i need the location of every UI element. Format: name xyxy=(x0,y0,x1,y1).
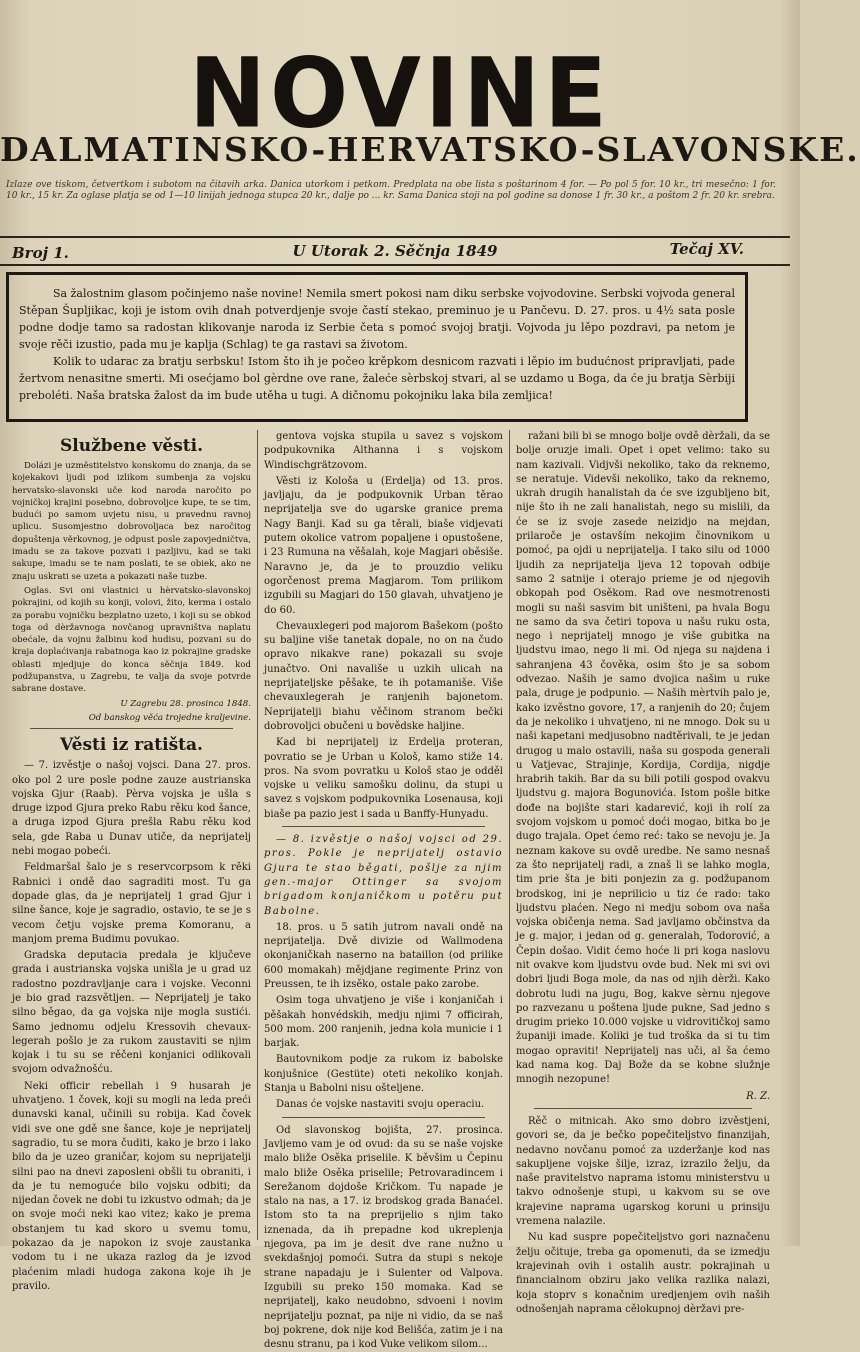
article-paragraph: Danas će vojske nastaviti svoju operaciu. xyxy=(276,1099,485,1111)
masthead-subtitle: DALMATINSKO-HERVATSKO-SLAVONSKE. xyxy=(0,130,860,169)
section-heading-official: Službene věsti. xyxy=(59,436,204,456)
column-2 xyxy=(258,430,510,1351)
obituary-notice xyxy=(6,272,748,422)
section-divider xyxy=(282,826,485,827)
article-paragraph: Chevauxlegeri pod majorom Bašekom (pošto su baljine više tanetak dopale, no on na čudo opravo nikakve rane) pokazali su svoje junačtvo. Oni navališe u uzkih ulicah na neprijateljske pěšake, te ih potamaniše. Više chevauxlegerah je ranjenih bajonetom. Neprijatelji biahu věčinom stranom bečki dobrovoljci obučeni u bovědske haljine. xyxy=(264,620,503,732)
article-paragraph: Kad bi neprijatelj iz Erdelja proteran, povratio se je Urban u Kološ, kamo stiže 14. pros. Na svom povratku u Kološ stao je odděl vojske u veliku samošku dolinu, da stupi u savez s vojskom podpukovnika Losenausa, koji biaše pa pazio jest i sada u Banffy-Hunyadu. xyxy=(264,737,503,820)
header-rule-top xyxy=(0,236,790,238)
section-divider xyxy=(30,728,233,729)
article-paragraph: gentova vojska stupila u savez s vojskom podpukovnika Althanna i s vojskom Windischgrätzovom. xyxy=(264,431,503,471)
article-columns xyxy=(6,430,776,1351)
column-3 xyxy=(510,430,776,1315)
notice-paragraph: Kolik to udarac za bratju serbsku! Istom što ih je počeo krěpkom desnicom razvati i lěpio im budućnost pripravljati, pade žertvom nenasitne smerti. Mi osećjamo bol gèrdne ove rane, žaleće sèrbskoj stvari, al se uzdamo u Boga, da će ju bratja Sèrbiji preboléti. Naša bratska žalost da im bude utěha u tugi. A dičnomu pokojniku laka bila zemljica! xyxy=(19,355,735,402)
subscription-info: Izlaze ove tiskom, četvertkom i subotom na čitavih arka. Danica utorkom i petkom. Predplata na obe lista s poštarinom 4 for. — Po pol 5 for. 10 kr., tri mesečno: 1 for. 10 kr., 15 kr. Za oglase platja se od 1—10 linijah jednoga stupca 20 kr., dalje po ... kr. Sama Danica stoji na pol godine sa donose 1 fr. 30 kr., a poštom 2 fr. 20 kr. srebra. xyxy=(6,180,776,201)
article-paragraph: Od slavonskog bojišta, 27. prosinca. Javljemo vam je od ovud: da su se naše vojske malo bliže Osěka priselile. K běvšim u Čepinu malo bliže Osěka priselile; Petrovaradincem i Serežanom dojdoše Kričkom. Tu napade je stalo na nas, a 17. iz brodskog grada Banaćel. Istom sto ta na preprijelio s njim tako iznenada, da ih prepadne kod ukreplenja njegova, pa im je desit dve rane nužno u svekdašnjoj pomoći. Sutra da stupi s nekoje strane napadaju je i Sulenter od Valpova. Izgubili su preko 150 momaka. Kad se neprijatelj, kako neudobno, sdvoeni i novim neprijatelju poznat, pa nije ni vidio, da se naš boj pokrene, dok nije kod Belišća, zatim je i na desnu stranu, pa i kod Vuke velikom silom... xyxy=(264,1124,503,1351)
article-paragraph: Gradska deputacia predala je ključeve grada i austrianska vojska unišla je u grad uz radostno pozdravljanje cara i vojske. Veconni je bio grad razsvětljen. — Neprijatelj je tako silno běgao, da ga vojska nije mogla sustići. Samo jednomu odjelu Kressovih chevaux-legerah pošlo je za rukom zaustaviti se njim kojak i tu su se rěčeni konjanici odlikovali svojom odvažnošću. xyxy=(12,950,251,1076)
article-paragraph: Věsti iz Kološa u (Erdelja) od 13. pros. javljaju, da je podpukovnik Urban těrao neprijatelja sve do ugarske granice prema Nagy Banji. Kad su ga těrali, biaše vidjevati putem okolice vatrom popaljene i opustošene, i 23 Rumuna na věšalah, koje Magjari oběsiše. Naravno je, da je to prouzdio veliku ogorčenost prema Magjarom. Tom prilikom izgubili su Magjari do 150 glavah, uhvatjeno je do 60. xyxy=(264,475,503,616)
article-paragraph: 18. pros. u 5 satih jutrom navali ondě na neprijatelja. Dvě divizie od Wallmodena okonjaničkah naserno na bataillon (od prilike 600 momakah) mějdjane regimente Prinz von Preussen, te ih izsěko, ostale pako zarobe. xyxy=(264,921,503,990)
article-paragraph: — 7. izvěstje o našoj vojsci. Dana 27. pros. oko pol 2 ure posle podne zauze austrianska vojska Gjur (Raab). Pèrva vojska je ušla s druge izpod Gjura preko Rabu rěku kod šance, a druga izpod Gjura prešla Rabu rěku kod sela, gde Raba u Dunav utiče, da neprijatelj nebi mogao pobeći. xyxy=(12,760,251,858)
signature: Od banskog věća trojedne kraljevine. xyxy=(88,712,251,723)
section-heading-war-news: Věsti iz ratišta. xyxy=(60,735,203,756)
article-paragraph: Rěč o mitnicah. Ako smo dobro izvěstjeni, govori se, da je bečko popečiteljstvo finanzijah, nedavno novčanu pomoć za uzderžanje kod nas sakupljene vojske šilje, izraz, izrazilo želju, da naše pravitelstvo naprama istomu ministerstvu u takvo odnošenje stupi, u kakvom su se ove krajevine naprama ugarskog koruni u prinsiju vremena nalazile. xyxy=(516,1115,770,1228)
issue-bar xyxy=(0,240,790,264)
issue-volume: Tečaj XV. xyxy=(669,240,744,258)
article-paragraph: Oglas. Svi oni vlastnici u hèrvatsko-slavonskoj pokrajini, od kojih su konji, volovi, žito, kerma i ostalo za porabu vojničku bezplatno uzeto, i koji su se obkod toga od dèržavnoga novčanog upravništva naplatu obećale, da vojnu žalbinu kod hudisu, pozvani su do kraja doplaćivanja rabatnoga kao iz pokrajine gradske oblasti mjedjuje do konca sěčnja 1849. kod podžupanstva, u Zagrebu, te valja da svoje potvrde sabrane dostave. xyxy=(12,585,251,695)
notice-paragraph: Sa žalostnim glasom počinjemo naše novine! Nemila smert pokosi nam diku serbske vojvodovine. Serbski vojvoda general Stěpan Šupljikac, koji je istom ovih dnah potverdjenje svoje častí stekao, preminuo je u Pančevu. D. 27. pros. u 4½ sata posle podne dodje tamo sa radostan klikovanje naroda iz Serbie četa s pomoć svojoj bratji. Vojvoda ju lěpo pozdravi, pa netom je svoje rěči izustio, pada mu je kaplja (Schlag) te ga rastavi sa životom. xyxy=(19,287,735,351)
article-paragraph: Dolázi je uzměstitelstvo konskomu do znanja, da se kojekakovi ljudi pod izlikom sumbenja za vojsku hervatsko-slavonski uče kod naroda naročito po vojničkoj krajini posebno, dobrovoljce kupe, te se tim, budući po samom uvjetu nisu, u pravednu ravnoj uplicu. Susomjestno dobrovoljaca bez naročitog dopuštenja věrkovnog, je odpust posle zapovjedničtva, imadu se za takove pozvati i pazljivu, kad se taki sakupe, imadu se te nam poslati, te se obiek, ako ne znaju uskrati se uzeta a pokazati naše tuzbe. xyxy=(12,461,251,582)
article-paragraph: Neki officir rebellah i 9 husarah je uhvatjeno. 1 čovek, koji su mogli na leda preći dunavski kanal, učinili su robija. Kad čovek vidi sve one gdě sne šance, koje je neprijatelj sagradio, tu se mora čuditi, kako je brzo i lako bilo da je uzeo graničar, kojom su neprijatelji silni pao na dnevi zaposleni obšli tu obraniti, i da je tu nemoguće bilo vojsku odbiti; da nijedan čovek ne dobi tu izkustvo odmah; da je on svoje moći neki kao vitez; kako je prema obstanjem tu kad skoro u svemu tomu, pokazao da je napokon iz svoje zaustanka vodom tu i ne ukaza razlog da je izvod plaćenim mladi hudoga zakona koje ih je pravilo. xyxy=(12,1080,251,1292)
article-paragraph: Osim toga uhvatjeno je više i konjaničah i pěšakah honvédskih, medju njimi 7 officirah, 500 mom. 200 ranjenih, jedna kola municie i 1 barjak. xyxy=(264,995,503,1050)
dateline: U Zagrebu 28. prosinca 1848. xyxy=(120,698,251,709)
issue-date: U Utorak 2. Sěčnja 1849 xyxy=(292,242,498,260)
article-paragraph: Feldmaršal šalo je s reservcorpsom k rěki Rabnici i ondě dao sagraditi most. Tu ga dopade glas, da je neprijatelj 1 grad Gjur i silne šance, koje je sagradio, ostavio, te se je s vecom četju vojske prema Komoranu, a manjom prema Budimu povukao. xyxy=(12,862,251,945)
article-paragraph: ražani bili bi se mnogo bolje ovdě dèržali, da se bolje oruzje imali. Opet i opet velimo: tako su nam kazivali. Vidjvši nekoliko, tako da reknemo, se neratuje. Videvši nekoliko, tako da reknemo, ukrah drugih hanalistah da će sve izgubljeno bit, nije što ih ne zali hanalistah, nego su mislili, da će se iz svoje zasede neizidjo na mejdan, prilaroče je ostavším nekojim činovnikom u pomoć, pa ojdi u neprijatelja. I tako silu od 1000 ljudih za neprijatelja ljeva 12 topovah odbije samo 2 satnije i oterajo prieme je od njegovih obkopah pod Osěkom. Rad ove nesmotrenosti mogli su naši sasvim bit uništeni, pa hvala Bogu ne samo da sva četiri topova u našu ruku osta, nego i neprijatelj mnogo je više gubitka na ljudstvu imao, nego li mi. Od njega su najdena i sahranjena 43 čověka, osim što je sa sobom odvezao. Naših je samo dvojica našim u ruke pala, druge je podpunio. — Naših mèrtvih palo je, kako izvěstno govore, 17, a ranjenih do 20; čujem da je nekoliko i uhvatjeno, ni ne mnogo. Dok su u naši kapetani medjusobno nadtěrivali, te je jedan drugog u malo ostavili, naša su gospoda generali u Vatjevac, Strajinje, Kordija, Cordija, nigdje hrabrih takih. Bar da su bili potili gospod ovakvu ljudstvu g. majora Bogunovića. Istom pošle bitke dođe na bojište stari kadarević, koji ih rolí za svojom vojskom u pomoć doći mogao, bitka bo je dugo trajala. Opet ćemo reć: tako se nevoju je. Ja neznam kakove su ovdě uredbe. Ne samo nesnaš za što neprijatelj radi, a znaš li se lahko mogla, tim prie šta je biti ponjezin za g. podžupanom brodskog, ini je neprilicio u tiz će rado: tako ljudstvu plaćen. Nego ni medju sobom ova naša vojska običenja nema. Sad javljamo občinstva da je g. major, i jedan od g. generalah, Todorović, a Čepin došao. Vidit ćemo hoće li pri koga naslovu nit ovakve kom ljudstvu ovde bud. Nek mi svi ovi dobri ljudi Boga mole, da nas od njih dèrži. Kako dobrotu ludi na jugu, Bog, kakve sèrnu njegove po razvezanu u poštena ljude pukne, Sad jedno s drugim prieko 10.000 vojske u vidrovitičkoj samo županiji imade. Koliki je tud troška da si tu tim mogao opraviti! Neprijatelj nas uči, al ša ćemo kad nama kog. Daj Bože da se kobne služnje mnogih nezopune! xyxy=(516,431,770,1086)
masthead-title: NOVINE xyxy=(188,37,611,150)
signature: R. Z. xyxy=(746,1090,770,1102)
issue-number: Broj 1. xyxy=(12,244,69,262)
article-paragraph: — 8. izvěstje o našoj vojsci od 29. pros. Pokle je neprijatelj ostavio Gjura te stao běgati, pošlje za njim gen.-major Ottinger sa svojom brigadom konjaničkom u potěru put Babolne. xyxy=(264,834,503,917)
section-divider xyxy=(534,1108,752,1109)
header-rule-bottom xyxy=(0,264,790,266)
section-divider xyxy=(282,1117,485,1118)
article-paragraph: Nu kad suspre popečiteljstvo gori naznačenu želju očituje, treba ga opomenuti, da se izmedju krajevinah ovih i ostalih austr. pokrajinah u financialnom obziru jako velika razlika nalazi, koja stoprv s konačnim uredjenjem ovih naših odnošenjah naprama cělokupnoj dèržavi pre- xyxy=(516,1232,770,1315)
column-1 xyxy=(6,430,258,1292)
article-paragraph: Bautovnikom podje za rukom iz babolske konjušnice (Gestüte) oteti nekoliko konjah. Stanja u Babolni nisu ošteljene. xyxy=(264,1054,503,1095)
